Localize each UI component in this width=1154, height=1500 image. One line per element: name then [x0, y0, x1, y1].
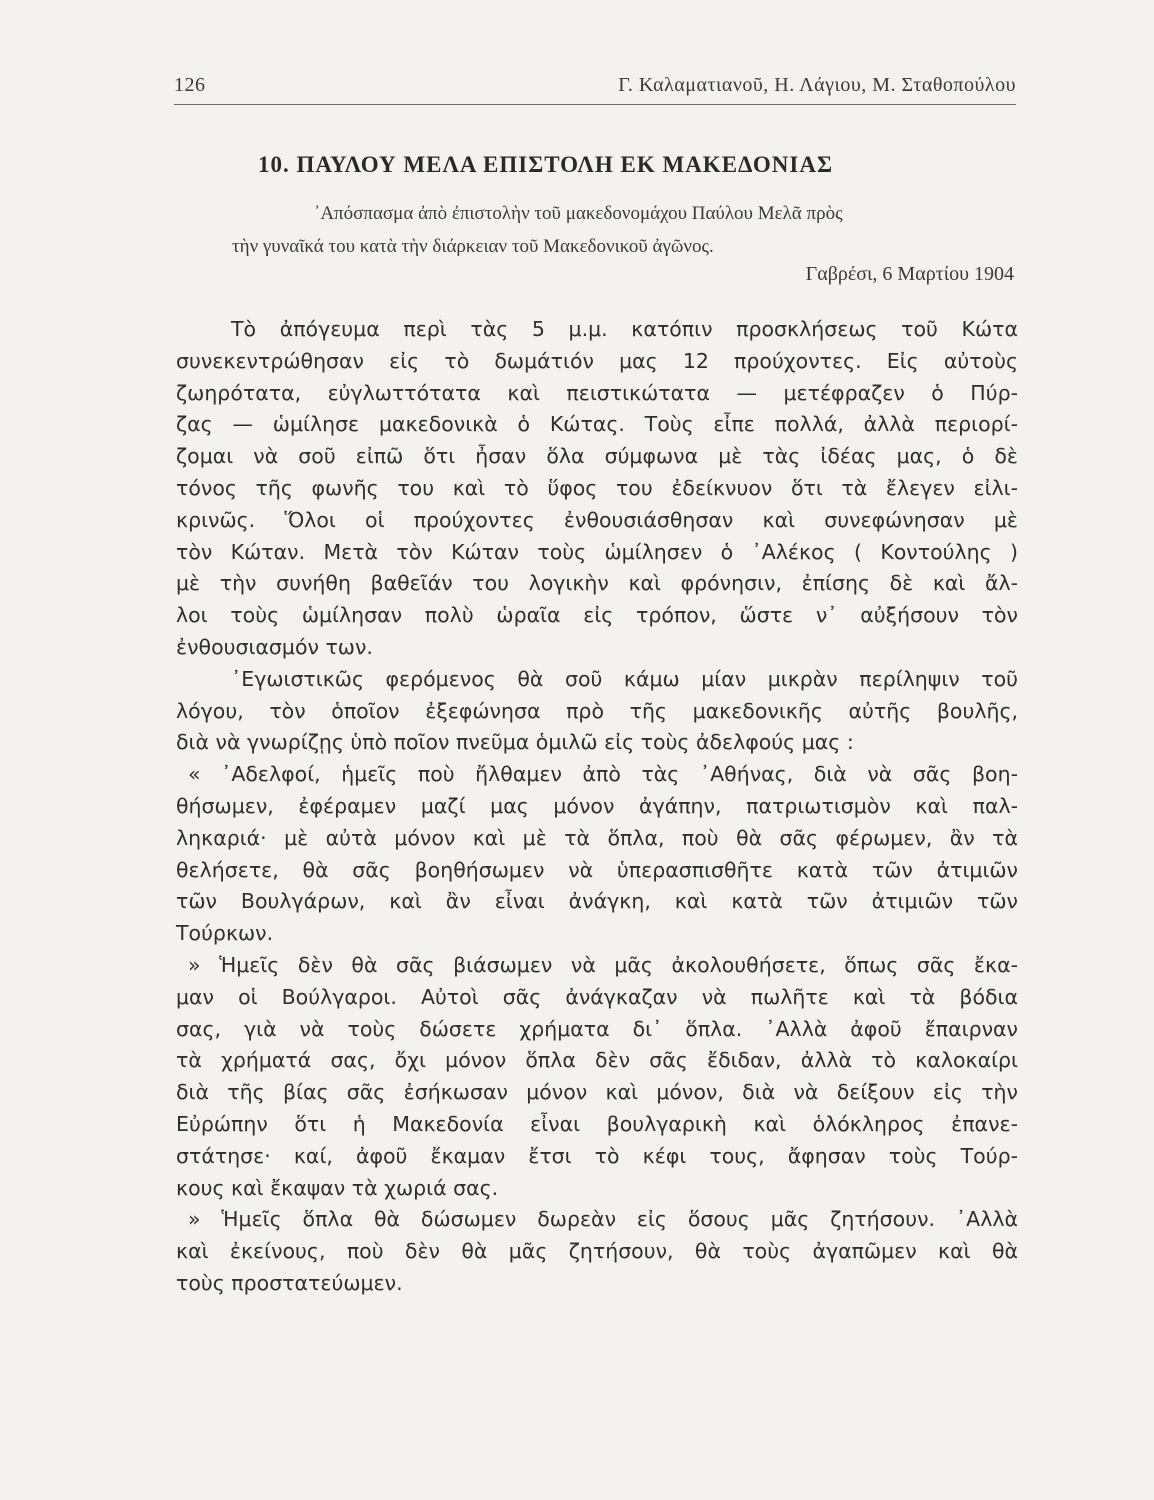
- paragraph: [176, 950, 1018, 1204]
- text-line: τοὺς προστατεύωμεν.: [176, 1270, 403, 1295]
- dateline: Γαβρέσι, 6 Μαρτίου 1904: [805, 263, 1014, 285]
- paragraph: [176, 314, 1018, 664]
- paragraph: [176, 759, 1018, 950]
- paragraph: [176, 1204, 1018, 1299]
- text-line: Τούρκων.: [176, 921, 274, 946]
- text-line: λόγου, τὸν ὁποῖον ἐξεφώνησα πρὸ τῆς μακεδονικῆς αὐτῆς βουλῆς,: [176, 698, 1018, 723]
- text-line: διὰ νὰ γνωρίζῃς ὑπὸ ποῖον πνεῦμα ὁμιλῶ εἰς τοὺς ἀδελφούς μας :: [176, 730, 854, 755]
- text-line: κους καὶ ἔκαψαν τὰ χωριά σας.: [176, 1175, 499, 1200]
- header-rule: [174, 104, 1016, 105]
- text-line: τὸν Κώταν. Μετὰ τὸν Κώταν τοὺς ὡμίλησεν ὁ ᾿Αλέκος ( Κοντούλης ): [176, 539, 1018, 564]
- text-line: καὶ ἐκείνους, ποὺ δὲν θὰ μᾶς ζητήσουν, θὰ τοὺς ἀγαπῶμεν καὶ θὰ: [176, 1239, 1018, 1264]
- text-line: μαν οἱ Βούλγαροι. Αὐτοὶ σᾶς ἀνάγκαζαν νὰ πωλῆτε καὶ τὰ βόδια: [176, 984, 1018, 1009]
- intro-note: [232, 197, 1010, 263]
- text-line: ζομαι νὰ σοῦ εἰπῶ ὅτι ἦσαν ὅλα σύμφωνα μὲ τὰς ἰδέας μας, ὁ δὲ: [176, 444, 1018, 469]
- text-line: Τὸ ἀπόγευμα περὶ τὰς 5 μ.μ. κατόπιν προσκλήσεως τοῦ Κώτα: [231, 317, 1018, 341]
- text-line: θελήσετε, θὰ σᾶς βοηθήσωμεν νὰ ὑπερασπισθῆτε κατὰ τῶν ἀτιμιῶν: [176, 857, 1018, 882]
- text-line: τῶν Βουλγάρων, καὶ ἂν εἶναι ἀνάγκη, καὶ κατὰ τῶν ἀτιμιῶν τῶν: [176, 889, 1018, 914]
- text-line: τόνος τῆς φωνῆς του καὶ τὸ ὕφος του ἐδείκνυον ὅτι τὰ ἔλεγεν εἰλι-: [176, 475, 1018, 500]
- text-line: διὰ τῆς βίας σᾶς ἐσήκωσαν μόνον καὶ μόνον, διὰ νὰ δείξουν εἰς τὴν: [176, 1080, 1018, 1105]
- text-line: « ᾿Αδελφοί, ἡμεῖς ποὺ ἤλθαμεν ἀπὸ τὰς ᾿Αθήνας, διὰ νὰ σᾶς βοη-: [188, 762, 1018, 787]
- text-line: τὰ χρήματά σας, ὄχι μόνον ὅπλα δὲν σᾶς ἔδιδαν, ἀλλὰ τὸ καλοκαίρι: [176, 1048, 1018, 1073]
- text-line: ληκαριά· μὲ αὐτὰ μόνον καὶ μὲ τὰ ὅπλα, ποὺ θὰ σᾶς φέρωμεν, ἂν τὰ: [176, 825, 1018, 850]
- text-line: θήσωμεν, ἐφέραμεν μαζί μας μόνον ἀγάπην, πατριωτισμὸν καὶ παλ-: [176, 793, 1018, 818]
- text-line: στάτησε· καί, ἀφοῦ ἔκαμαν ἔτσι τὸ κέφι τους, ἄφησαν τοὺς Τούρ-: [176, 1143, 1018, 1168]
- intro-line: ᾿Απόσπασμα ἀπὸ ἐπιστολὴν τοῦ μακεδονομάχου Παύλου Μελᾶ πρὸς: [314, 203, 843, 224]
- text-line: Εὐρώπην ὅτι ἡ Μακεδονία εἶναι βουλγαρικὴ καὶ ὁλόκληρος ἐπανε-: [176, 1111, 1018, 1136]
- page-header: [174, 70, 1016, 104]
- paragraph: [176, 664, 1018, 759]
- text-line: ζωηρότατα, εὐγλωττότατα καὶ πειστικώτατα — μετέφραζεν ὁ Πύρ-: [176, 380, 1018, 405]
- text-line: μὲ τὴν συνήθη βαθεῖάν του λογικὴν καὶ φρόνησιν, ἐπίσης δὲ καὶ ἄλ-: [176, 571, 1018, 596]
- text-line: ἐνθουσιασμόν των.: [176, 634, 373, 659]
- text-line: κρινῶς. Ὅλοι οἱ προύχοντες ἐνθουσιάσθησαν καὶ συνεφώνησαν μὲ: [176, 507, 1018, 532]
- section-title: 10. ΠΑΥΛΟΥ ΜΕΛΑ ΕΠΙΣΤΟΛΗ ΕΚ ΜΑΚΕΔΟΝΙΑΣ: [258, 152, 833, 177]
- intro-line: τὴν γυναῖκά του κατὰ τὴν διάρκειαν τοῦ Μακεδονικοῦ ἀγῶνος.: [232, 236, 714, 257]
- text-line: σας, γιὰ νὰ τοὺς δώσετε χρήματα δι᾿ ὅπλα. ᾿Αλλὰ ἀφοῦ ἔπαιρναν: [176, 1016, 1018, 1041]
- letter-body: [176, 314, 1018, 1300]
- text-line: λοι τοὺς ὡμίλησαν πολὺ ὡραῖα εἰς τρόπον, ὥστε ν᾿ αὐξήσουν τὸν: [176, 603, 1018, 628]
- text-line: συνεκεντρώθησαν εἰς τὸ δωμάτιόν μας 12 προύχοντες. Εἰς αὐτοὺς: [176, 348, 1018, 373]
- running-head: Γ. Καλαματιανοῦ, Η. Λάγιου, Μ. Σταθοπούλου: [618, 74, 1016, 96]
- text-line: ζας — ὡμίλησε μακεδονικὰ ὁ Κώτας. Τοὺς εἶπε πολλά, ἀλλὰ περιορί-: [176, 412, 1018, 437]
- text-line: » Ἡμεῖς ὅπλα θὰ δώσωμεν δωρεὰν εἰς ὅσους μᾶς ζητήσουν. ᾿Αλλὰ: [188, 1207, 1018, 1232]
- page-number: 126: [174, 74, 206, 96]
- text-line: ᾿Εγωιστικῶς φερόμενος θὰ σοῦ κάμω μίαν μικρὰν περίληψιν τοῦ: [231, 666, 1018, 691]
- text-line: » Ἡμεῖς δὲν θὰ σᾶς βιάσωμεν νὰ μᾶς ἀκολουθήσετε, ὅπως σᾶς ἔκα-: [188, 952, 1018, 977]
